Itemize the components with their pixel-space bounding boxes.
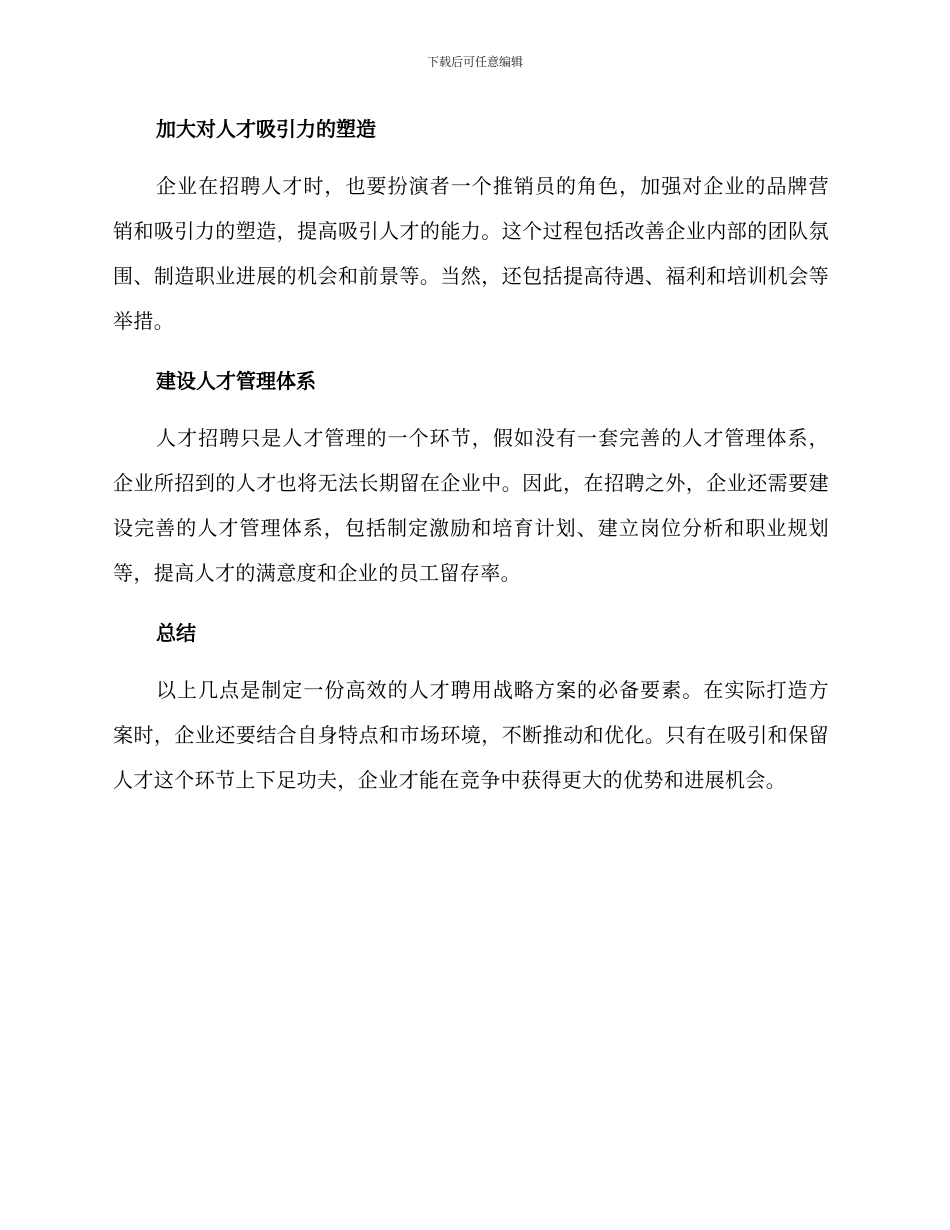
- document-body: [113, 112, 829, 803]
- section-heading-talent-management: 建设人才管理体系: [156, 369, 316, 393]
- section-paragraph-talent-management: 人才招聘只是人才管理的一个环节，假如没有一套完善的人才管理体系，企业所招到的人才也将无法长期留在企业中。因此，在招聘之外，企业还需要建设完善的人才管理体系，包括制定激励和培育计划、建立岗位分析和职业规划等，提高人才的满意度和企业的员工留存率。: [113, 426, 829, 585]
- section-heading-talent-attraction: 加大对人才吸引力的塑造: [156, 117, 376, 141]
- section-heading-summary: 总结: [156, 621, 196, 645]
- header-note: 下载后可任意编辑: [426, 55, 523, 69]
- section-paragraph-summary: 以上几点是制定一份高效的人才聘用战略方案的必备要素。在实际打造方案时，企业还要结合自身特点和市场环境，不断推动和优化。只有在吸引和保留人才这个环节上下足功夫，企业才能在竞争中获得更大的优势和进展机会。: [113, 678, 829, 792]
- section-paragraph-talent-attraction: 企业在招聘人才时，也要扮演者一个推销员的角色，加强对企业的品牌营销和吸引力的塑造，提高吸引人才的能力。这个过程包括改善企业内部的团队氛围、制造职业进展的机会和前景等。当然，还包括提高待遇、福利和培训机会等举措。: [113, 174, 829, 333]
